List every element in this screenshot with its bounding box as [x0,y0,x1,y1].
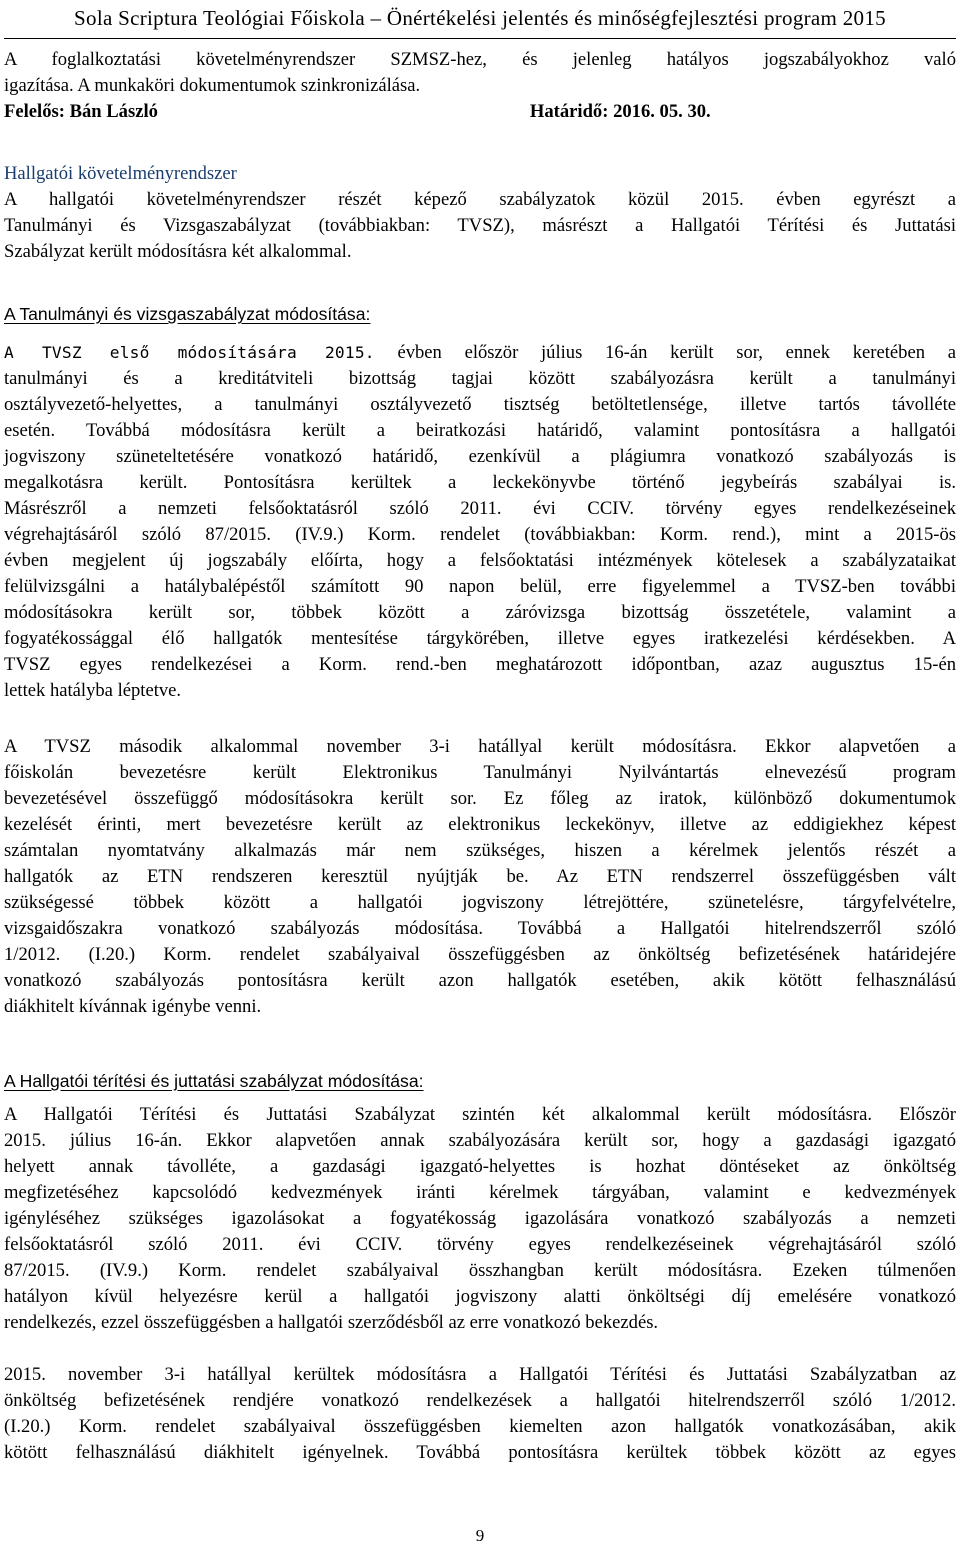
text-line: megfizetéséhez kapcsolódó kedvezmények iránti kérelmek tárgyában, valamint e kedvezmények [4,1182,956,1203]
intro-block [4,47,956,125]
text-line: végrehajtásáról szóló 87/2015. (IV.9.) Korm. rendelet (továbbiakban: Korm. rend.), mint a 2015-ös [4,524,956,545]
text-line [4,340,956,366]
text-line: évben megjelent új jogszabály előírta, hogy a felsőoktatási intézmények kötelesek a szabályzataikat [4,550,956,571]
text-span: A TVSZ első módosítására 2015. [4,343,375,362]
text-line: 2015. november 3-i hatállyal kerültek módosításra a Hallgatói Térítési és Juttatási Szabályzatban az [4,1364,956,1385]
text-line: módosításokra került sor, többek között a záróvizsga bizottság összetétele, valamint a [4,602,956,623]
responsibility-line [4,99,956,125]
terites-paragraph-2 [4,1362,956,1466]
terites-paragraph-1 [4,1102,956,1336]
text-line: rendelkezés, ezzel összefüggésben a hallgatói szerződésből az erre vonatkozó bekezdés. [4,1312,659,1333]
hallgatoi-section [4,161,956,265]
text-line: 1/2012. (I.20.) Korm. rendelet szabályaival összefüggésben az önköltség befizetésének határidejére [4,944,956,965]
text-line: felsőoktatásról szóló 2011. évi CCIV. törvény egyes rendelkezéseinek végrehajtásáról szóló [4,1234,956,1255]
text-line: A Hallgatói Térítési és Juttatási Szabályzat szintén két alkalommal került módosításra. Először [4,1104,956,1125]
text-line: igazítása. A munkaköri dokumentumok szinkronizálása. [4,75,421,96]
terites-heading-block [4,1068,956,1094]
text-line: helyett annak távolléte, a gazdasági igazgató-helyettes is hozhat döntéseket az önköltség [4,1156,956,1177]
text-line: A TVSZ második alkalommal november 3-i hatállyal került módosításra. Ekkor alapvetően a [4,736,956,757]
tvsz-heading-block [4,301,956,327]
text-line: Szabályzat került módosításra két alkalommal. [4,241,352,262]
text-line: vonatkozó szabályozás pontosításra került azon hallgatók esetében, akik kötött felhasználású [4,970,956,991]
text-line: hallgatók az ETN rendszeren keresztül nyújtják be. Az ETN rendszerrel összefüggésben vált [4,866,956,887]
text-line: TVSZ egyes rendelkezései a Korm. rend.-ben meghatározott időpontban, azaz augusztus 15-én [4,654,956,675]
text-line: kezelését érinti, mert bevezetésre került az elektronikus leckekönyv, illetve az eddigiekhez képest [4,814,956,835]
text-line: felülvizsgálni a hatálybalépéstől számított 90 napon belül, erre figyelemmel a TVSZ-ben további [4,576,956,597]
text-line: A foglalkoztatási követelményrendszer SZMSZ-hez, és jelenleg hatályos jogszabályokhoz való [4,49,956,70]
text-line: 2015. július 16-án. Ekkor alapvetően annak szabályozására került sor, hogy a gazdasági igazgató [4,1130,956,1151]
text-line: Másrészről a nemzeti felsőoktatásról szóló 2011. évi CCIV. törvény egyes rendelkezéseinek [4,498,956,519]
text-line: kötött felhasználású diákhitelt igényelnek. Továbbá pontosításra kerültek többek között az egyes [4,1442,956,1463]
responsible-person: Felelős: Bán László [4,101,158,122]
text-line: megalkotásra került. Pontosításra kerültek a leckekönyvbe történő jegybeírás szabályai is. [4,472,956,493]
page-header [4,2,956,39]
section-heading: A Tanulmányi és vizsgaszabályzat módosítása: [4,304,371,324]
text-line: osztályvezető-helyettes, a tanulmányi osztályvezető tisztség betöltetlensége, illetve tartós távolléte [4,394,956,415]
text-line: Tanulmányi és Vizsgaszabályzat (továbbiakban: TVSZ), másrészt a Hallgatói Térítési és Juttatási [4,215,956,236]
tvsz-paragraph-2 [4,734,956,1020]
text-line: esetén. Továbbá módosításra került a beiratkozási határidő, valamint pontosításra a hallgatói [4,420,956,441]
text-line: 87/2015. (IV.9.) Korm. rendelet szabályaival összhangban került módosításra. Ezeken túlmenően [4,1260,956,1281]
text-line: fogyatékossággal élő hallgatók mentesítése tárgykörében, illetve egyes iratkezelési kérdésekben. A [4,628,956,649]
text-line: igényléséhez szükséges igazolásokat a fogyatékosság igazolására vonatkozó szabályozás a nemzeti [4,1208,956,1229]
text-line: vizsgaidőszakra vonatkozó szabályozás módosítása. Továbbá a Hallgatói hitelrendszerről szóló [4,918,956,939]
text-line: jogviszony szüneteltetésére vonatkozó határidő, ezenkívül a plágiumra vonatkozó szabályozás is [4,446,956,467]
text-line: főiskolán bevezetésre került Elektronikus Tanulmányi Nyilvántartás elnevezésű program [4,762,956,783]
page-number: 9 [475,1526,485,1545]
section-heading: Hallgatói követelményrendszer [4,163,237,184]
text-line: bevezetésével összefüggő módosításokra került sor. Ez főleg az iratok, különböző dokumentumok [4,788,956,809]
text-line: számtalan nyomtatvány alkalmazás már nem szükséges, hiszen a kérelmek jelentős részét a [4,840,956,861]
deadline: Határidő: 2016. 05. 30. [529,101,711,122]
text-line: tanulmányi és a kreditátviteli bizottság tagjai között szabályozásra került a tanulmányi [4,368,956,389]
text-line: (I.20.) Korm. rendelet szabályaival összefüggésben kiemelten azon hallgatók vonatkozásában, akik [4,1416,956,1437]
text-line: hatályon kívül helyezésre kerül a hallgatói jogviszony alatti önköltségi díj emelésére vonatkozó [4,1286,956,1307]
text-line: diákhitelt kívánnak igénybe venni. [4,996,262,1017]
section-heading: A Hallgatói térítési és juttatási szabályzat módosítása: [4,1071,424,1091]
tvsz-paragraph-1 [4,340,956,704]
text-line: önköltség befizetésének rendjére vonatkozó rendelkezések a hallgatói hitelrendszerről szóló 1/2012. [4,1390,956,1411]
text-span: évben először július 16-án került sor, ennek keretében a [397,342,956,363]
header-title: Sola Scriptura Teológiai Főiskola – Önértékelési jelentés és minőségfejlesztési program 2015 [74,6,886,30]
text-line: lettek hatályba léptetve. [4,680,182,701]
text-line: A hallgatói követelményrendszer részét képező szabályzatok közül 2015. évben egyrészt a [4,189,956,210]
text-line: szükségessé többek között a hallgatói jogviszony létrejöttére, szünetelésre, tárgyfelvételre, [4,892,956,913]
